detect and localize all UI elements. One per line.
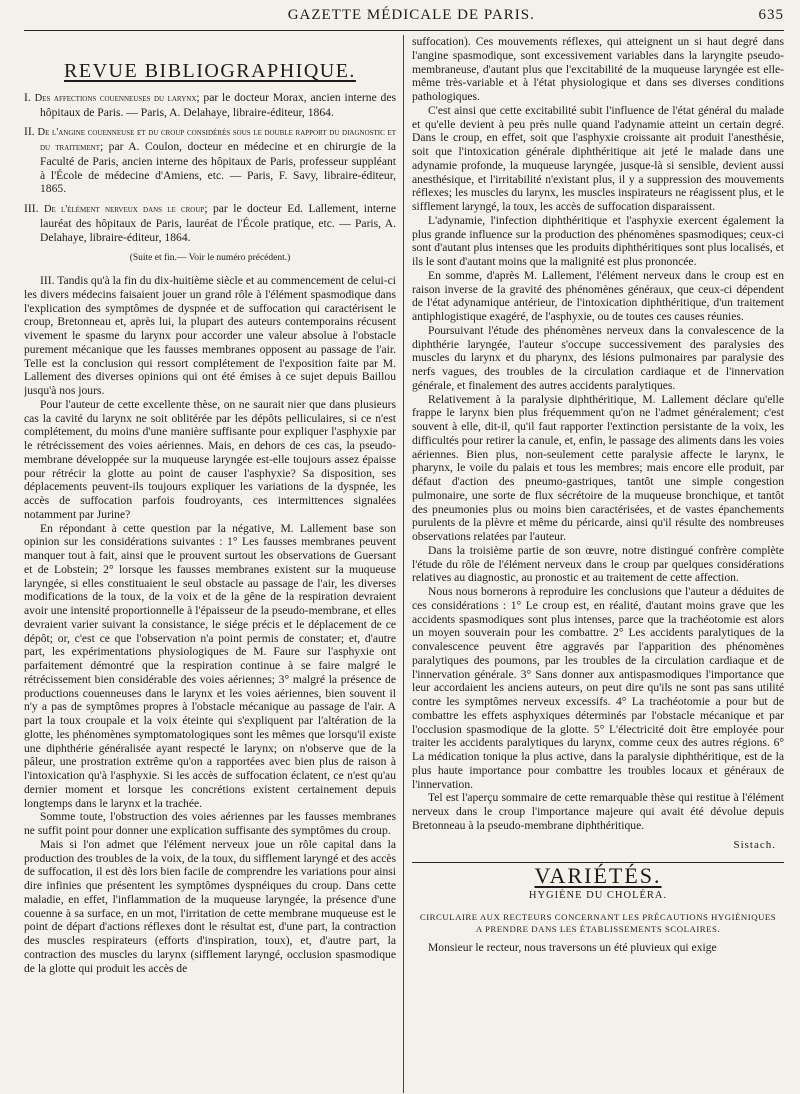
body-paragraph: Monsieur le recteur, nous traversons un été pluvieux qui exige [428, 940, 717, 954]
body-paragraph: En somme, d'après M. Lallement, l'élément nerveux dans le croup est en raison inverse de la gravité des phénomènes généraux, que ceux-ci dépendent de l'état adynamique antérieur, de l'intoxication diphthéritique, d'un traitement antiphlogistique exagéré, de l'asphyxie, ou de toutes ces causes réunies. [412, 268, 784, 323]
body-paragraph: Poursuivant l'étude des phénomènes nerveux dans la convalescence de la diphthérie laryngée, l'auteur s'occupe successivement des paralysies des muscles du larynx et du pharynx, des lésions pulmonaires par paralysie des nerfs vagues, des troubles de la circulation cardiaque et de l'innervation générale, et finalement des autres accidents paralytiques. [412, 323, 784, 392]
body-paragraph: Mais si l'on admet que l'élément nerveux joue un rôle capital dans la production des troubles de la voix, de la toux, du sifflement laryngé et des accès de suffocation, il est dès lors bien facile de comprendre les variations pour ainsi dire infinies que présentent les symptômes dyspnéiques du croup. Dans cette maladie, en effet, l'inflammation de la muqueuse laryngée, la présence d'une couenne à sa surface, en un mot, l'irritation de cette membrane muqueuse est le point de départ d'actions réflexes dont le résultat est, d'une part, la contraction des muscles respirateurs (efforts d'inspiration, toux), et, d'autre part, la contraction des muscles du larynx (sifflement laryngé, occlusion spasmodique de la glotte qui produit les accès de [24, 837, 396, 975]
body-paragraph: Dans la troisième partie de son œuvre, notre distingué confrère complète l'étude du rôle de l'élément nerveux dans le croup par quelques considérations relatives au diagnostic, au pronostic et au traitement de cette affection. [412, 543, 784, 585]
reference-details: ; par le docteur Morax, ancien interne des hôpitaux de Paris. — Paris, A. Delahaye, libraire-éditeur, 1864. [40, 90, 396, 119]
reference-title: De l'angine couenneuse et du croup considérés sous le double rapport du diagnostic et du traitement [37, 127, 396, 153]
left-column [24, 35, 404, 1093]
reference-number: III. [24, 202, 39, 215]
body-paragraph: L'adynamie, l'infection diphthéritique et l'asphyxie exercent également la plus grande influence sur la production des phénomènes spasmodiques; ceux-ci sont d'autant plus intenses que les produits diphthéritiques sont plus localisés, et ils le sont d'autant moins que la malignité est plus prononcée. [412, 213, 784, 268]
body-paragraph: Nous nous bornerons à reproduire les conclusions que l'auteur a déduites de ces considérations : 1° Le croup est, en réalité, d'autant moins grave que les accidents spasmodiques sont plus intenses, parce que la trachéotomie est alors un moyen souverain pour les combattre. 2° Les accidents paralytiques de la convalescence peuvent être aggravés par l'apparition des phénomènes paralytiques des poumons, par les troubles de la circulation cardiaque et de l'innervation générale. 3° Sans donner aux antispasmodiques l'importance que leur accordaient les anciens auteurs, on peut dire qu'ils ne sont pas sans utilité contre les symptômes nerveux excessifs. 4° La trachéotomie a pour but de combattre les effets asphyxiques déterminés par l'obstacle mécanique et par l'occlusion spasmodique de la glotte. 5° L'électricité doit être employée pour traiter les accidents paralytiques du larynx, comme ceux des autres régions. 6° La médication tonique la plus active, dans la paralysie diphthéritique, est de la plus haute importance pour combattre les troubles locaux et généraux de l'innervation. [412, 585, 784, 791]
author-signature: Sistach. [733, 838, 776, 851]
body-paragraph: suffocation). Ces mouvements réflexes, qui atteignent un si haut degré dans l'angine spasmodique, sont excessivement variables dans la laryngite pseudo-membraneuse, d'autant plus que l'excitabilité de la muqueuse laryngée est elle-même très-variable et à l'état physiologique et dans ses diverses conditions pathologiques. [412, 35, 784, 103]
article-subheading: HYGIÈNE DU CHOLÉRA. [528, 890, 668, 901]
body-paragraph: En répondant à cette question par la négative, M. Lallement base son opinion sur les considérations suivantes : 1° Les fausses membranes peuvent manquer tout à fait, ainsi que le prouvent surtout les observations de Guersant et de Lobstein; 2° lorsque les fausses membranes existent sur la muqueuse laryngée, si elles constituaient le seul obstacle au passage de l'air, les diverses modifications de la toux, de la voix et de la gêne de la respiration devraient avoir une intensité proportionnelle à l'épaisseur de la pseudo-membrane, et elles devraient varier suivant la consistance, le siége précis et le déplacement de ce dépôt; or, c'est ce que l'observation n'a point permis de constater; et, d'autre part, les expérimentations physiologiques de M. Faure sur l'asphyxie ont parfaitement démontré que la respiration continue à se faire malgré le rétrécissement bien considérable des voies aériennes; 3° malgré la présence de productions couenneuses dans le larynx et les voies aériennes, bien souvent il n'y a pas de symptômes propres à l'obstacle mécanique au passage de l'air. A part la toux croupale et la voix éteinte qui s'expliquent par l'altération de la glotte, les phénomènes symptomatologiques sont les mêmes que lorsqu'il existe une diphthérie généralisée ayant respecté le larynx; on n'observe que de la pâleur, une prostration extrême qu'on a rapportées avec bien plus de raison à l'intoxication qu'à l'asphyxie. Si les accès de suffocation éclatent, ce n'est qu'au dernier moment et lorsque les concrétions existent certainement depuis longtemps dans le larynx et la trachée. [24, 521, 396, 810]
reference-item [24, 125, 396, 196]
reference-details: ; par le docteur Ed. Lallement, interne lauréat des hôpitaux de Paris, lauréat de l'École pratique, etc. — Paris, A. Delahaye, libraire-éditeur, 1864. [40, 202, 396, 244]
body-paragraph: Tel est l'aperçu sommaire de cette remarquable thèse qui restitue à l'élément nerveux dans le croup l'importance majeure qui avait été dévolue depuis Bretonneau à la pseudo-membrane diphthéritique. [412, 791, 784, 832]
journal-title: GAZETTE MÉDICALE DE PARIS. [287, 6, 535, 23]
reference-item [24, 91, 396, 120]
body-paragraph: III. Tandis qu'à la fin du dix-huitième siècle et au commencement de celui-ci les divers médecins faisaient jouer un grand rôle à l'élément spasmodique dans l'explication des symptômes de dyspnée et de suffocation qui caractérisent le croup, Bretonneau et, après lui, la plupart des auteurs contemporains récusent vivement le spasme du larynx pour accorder une valeur absolue à l'obstacle purement mécanique que les fausses membranes opposent au passage de l'air. Telle est la conclusion qui ressort complétement de l'exposition faite par M. Lallement des diverses opinions qui ont été émises à ce sujet depuis Baillou jusqu'à nos jours. [24, 274, 396, 397]
body-paragraph: Relativement à la paralysie diphthéritique, M. Lallement déclare qu'elle frappe le larynx bien plus fréquemment qu'on ne l'admet généralement; c'est souvent à elle, dit-il, qu'il faut rapporter l'extinction persistante de la voix, les difficultés pour retirer la canule, et, enfin, le passage des aliments dans les voies aériennes. Bien plus, non-seulement cette paralysie affecte le larynx, le pharynx, le voile du palais et tous les membres; mais encore elle produit, par défaut d'action des pneumo-gastriques, tantôt une simple congestion pulmonaire, une sorte de flux sécrétoire de la muqueuse bronchique, et tantôt des pneumonies plus ou moins bien caractérisées, et de vastes épanchements purulents de la plèvre et même du péricarde, ainsi qu'il résulte des nombreuses observations relatées par l'auteur. [412, 392, 784, 543]
body-paragraph: C'est ainsi que cette excitabilité subit l'influence de l'état général du malade et qu'elle devient à peu près nulle quand l'adynamie atteint un certain degré. Dans le croup, en effet, soit que l'asphyxie croissante ait produit l'anesthésie, soit que l'intoxication générale diphthéritique ait jeté le malade dans une adynamie profonde, la muqueuse laryngée, jusque-là si sensible, devient aussi anesthésique, et l'irritabilité n'existant plus, il y a suppression des mouvements réflexes; les muscles du larynx, les muscles inspirateurs ne réagissent plus, et le sifflement laryngé, la toux, les accès de suffocation disparaissent. [412, 103, 784, 213]
continuation-note: (Suite et fin.— Voir le numéro précédent.) [129, 253, 291, 264]
right-column [404, 35, 784, 1093]
circular-title-line: A PRENDRE DANS LES ÉTABLISSEMENTS SCOLAIRES. [475, 923, 721, 934]
circular-title-line: CIRCULAIRE AUX RECTEURS CONCERNANT LES PRÉCAUTIONS HYGIÉNIQUES [419, 911, 777, 922]
body-paragraph: Pour l'auteur de cette excellente thèse, on ne saurait nier que dans plusieurs cas la cavité du larynx ne soit oblitérée par les dépôts pelliculaires, si ce n'est complétement, du moins d'une manière suffisante pour expliquer l'asphyxie par le rétrécissement des voies aériennes. Mais, en dehors de ces cas, la pseudo-membrane développée sur la muqueuse laryngée est-elle toujours assez épaisse pour rétrécir la glotte au point de causer l'asphyxie? Sa disposition, ses déplacements peuvent-ils toujours expliquer les variations de la dyspnée, les accès de suffocation parfois foudroyants, ces intermittences signalées notamment par Jurine? [24, 397, 396, 521]
section-heading-varietes: VARIÉTÉS. [534, 863, 662, 889]
circular-title [412, 911, 784, 935]
reference-details: ; par A. Coulon, docteur en médecine et en chirurgie de la Faculté de Paris, ancien interne des hôpitaux de Paris, professeur suppléant à l'École de médecine d'Amiens, etc. — Paris, F. Savy, libraire-éditeur, 1865. [40, 140, 396, 196]
reference-item [24, 202, 396, 244]
reference-title: Des affections couenneuses du larynx [34, 92, 197, 104]
reference-number: I. [24, 90, 31, 104]
running-header [24, 0, 784, 31]
reference-title: De l'élément nerveux dans le croup [43, 204, 205, 215]
reference-number: II. [24, 125, 35, 139]
body-paragraph: Somme toute, l'obstruction des voies aériennes par les fausses membranes ne suffit point pour donner une explication suffisante des symptômes du croup. [24, 810, 396, 837]
page-number: 635 [758, 6, 784, 23]
section-heading-revue: REVUE BIBLIOGRAPHIQUE. [64, 60, 356, 82]
two-column-body [24, 35, 784, 1093]
